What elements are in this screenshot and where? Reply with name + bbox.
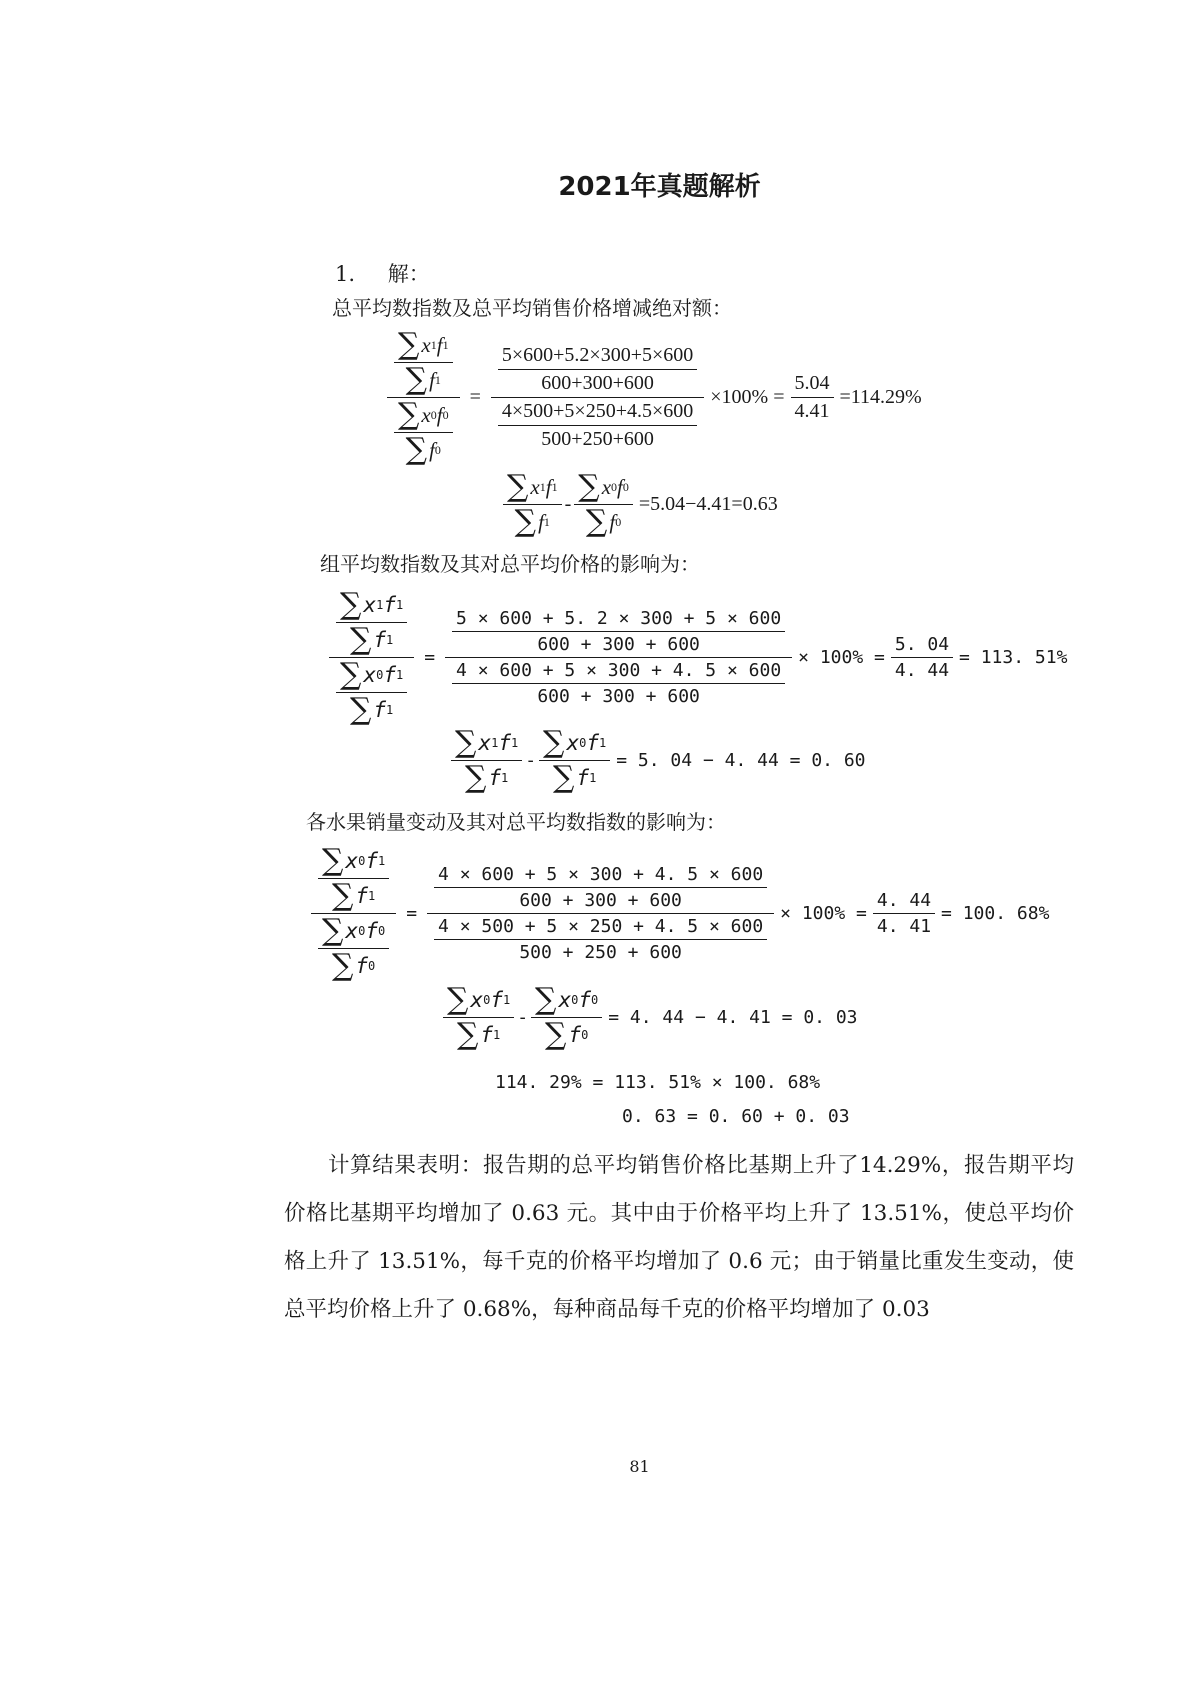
page-title: 2021年真题解析: [558, 172, 761, 202]
equation-2: ∑ x 1 f 1 ∑ f 1 - ∑ x 0 f 0 ∑ f 0 =5.04−4.41=0.63: [500, 472, 781, 537]
equation-5: ∑ x 0 f 1 ∑ f 1 ∑ x 0 f 0 ∑ f 0 = $\frac{4 \times 600 + 5 \times 300 + 4. 5 \times 600}{600 + 300 + 600}$ $\frac{4 \times 500 + 5 \times 250 + 4. 5 \times 600}{500 + 250 + 600}$ × 100% = $\frac{4. 44}{4. 41}$ = 100. 68%: [308, 846, 1052, 981]
equation-6: ∑ x 0 f 1 ∑ f 1 - ∑ x 0 f 0 ∑ f 0 = 4. 44 − 4. 41 = 0. 03: [440, 985, 861, 1050]
eq4-result: = 5. 04 − 4. 44 = 0. 60: [616, 750, 866, 771]
equation-1: ∑ x 1 f 1 ∑ f 1 ∑ x 0 f 0 ∑ f 0 = $\frac{\frac{5\times 600+5.2\times 300+5\times 600}{600+300+600}}{\frac{4\times 500+5\times 250+4.5\times 600}{500+250+600}}$ ×100% = $\frac{5.04}{4.41}$ =114.29%: [384, 330, 925, 465]
eq6-result: = 4. 44 − 4. 41 = 0. 03: [608, 1007, 858, 1028]
eq1-ratio: $\frac{5.04}{4.41}$: [791, 372, 834, 423]
summary-line-1: 114. 29% = 113. 51% × 100. 68%: [495, 1072, 821, 1093]
section-heading-3: 各水果销量变动及其对总平均数指数的影响为：: [306, 810, 726, 834]
eq1-rhs-fraction: $\frac{\frac{5\times 600+5.2\times 300+5\times 600}{600+300+600}}{\frac{4\times 500+5\times 250+4.5\times 600}{500+250+600}}$: [491, 344, 704, 451]
equation-3: ∑ x 1 f 1 ∑ f 1 ∑ x 0 f 1 ∑ f 1 = $\frac{5 \times 600 + 5. 2 \times 300 + 5 \times 600}{600 + 300 + 600}$ $\frac{4 \times 600 + 5 \times 300 + 4. 5 \times 600}{600 + 300 + 600}$ × 100% = $\frac{5. 04}{4. 44}$ = 113. 51%: [326, 590, 1070, 725]
conclusion-paragraph: 计算结果表明：报告期的总平均销售价格比基期上升了14.29%，报告期平均价格比基期平均增加了 0.63 元。其中由于价格平均上升了 13.51%，使总平均价格上升了 13.51%，每千克的价格平均增加了 0.6 元；由于销量比重发生变动，使总平均价格上升了 0.68%，每种商品每千克的价格平均增加了 0.03: [284, 1153, 1074, 1322]
equation-4: ∑ x 1 f 1 ∑ f 1 - ∑ x 0 f 1 ∑ f 1 = 5. 04 − 4. 44 = 0. 60: [448, 728, 869, 793]
question-label: 解：: [387, 262, 430, 286]
eq2-result: =5.04−4.41=0.63: [638, 493, 778, 515]
page-number: 81: [629, 1457, 650, 1476]
question-header: [335, 258, 430, 288]
eq1-lhs-fraction: ∑ x 1 f 1 ∑ f 1 ∑ x 0 f 0 ∑ f 0: [387, 330, 460, 465]
eq5-result: = 100. 68%: [941, 903, 1050, 924]
question-number: 1.: [335, 262, 356, 286]
summary-line-2: 0. 63 = 0. 60 + 0. 03: [622, 1106, 850, 1127]
section-heading-2: 组平均数指数及其对总平均价格的影响为：: [320, 552, 700, 576]
eq1-result: =114.29%: [839, 386, 922, 408]
eq3-result: = 113. 51%: [959, 647, 1068, 668]
section-heading-1: 总平均数指数及总平均销售价格增减绝对额：: [332, 296, 732, 320]
